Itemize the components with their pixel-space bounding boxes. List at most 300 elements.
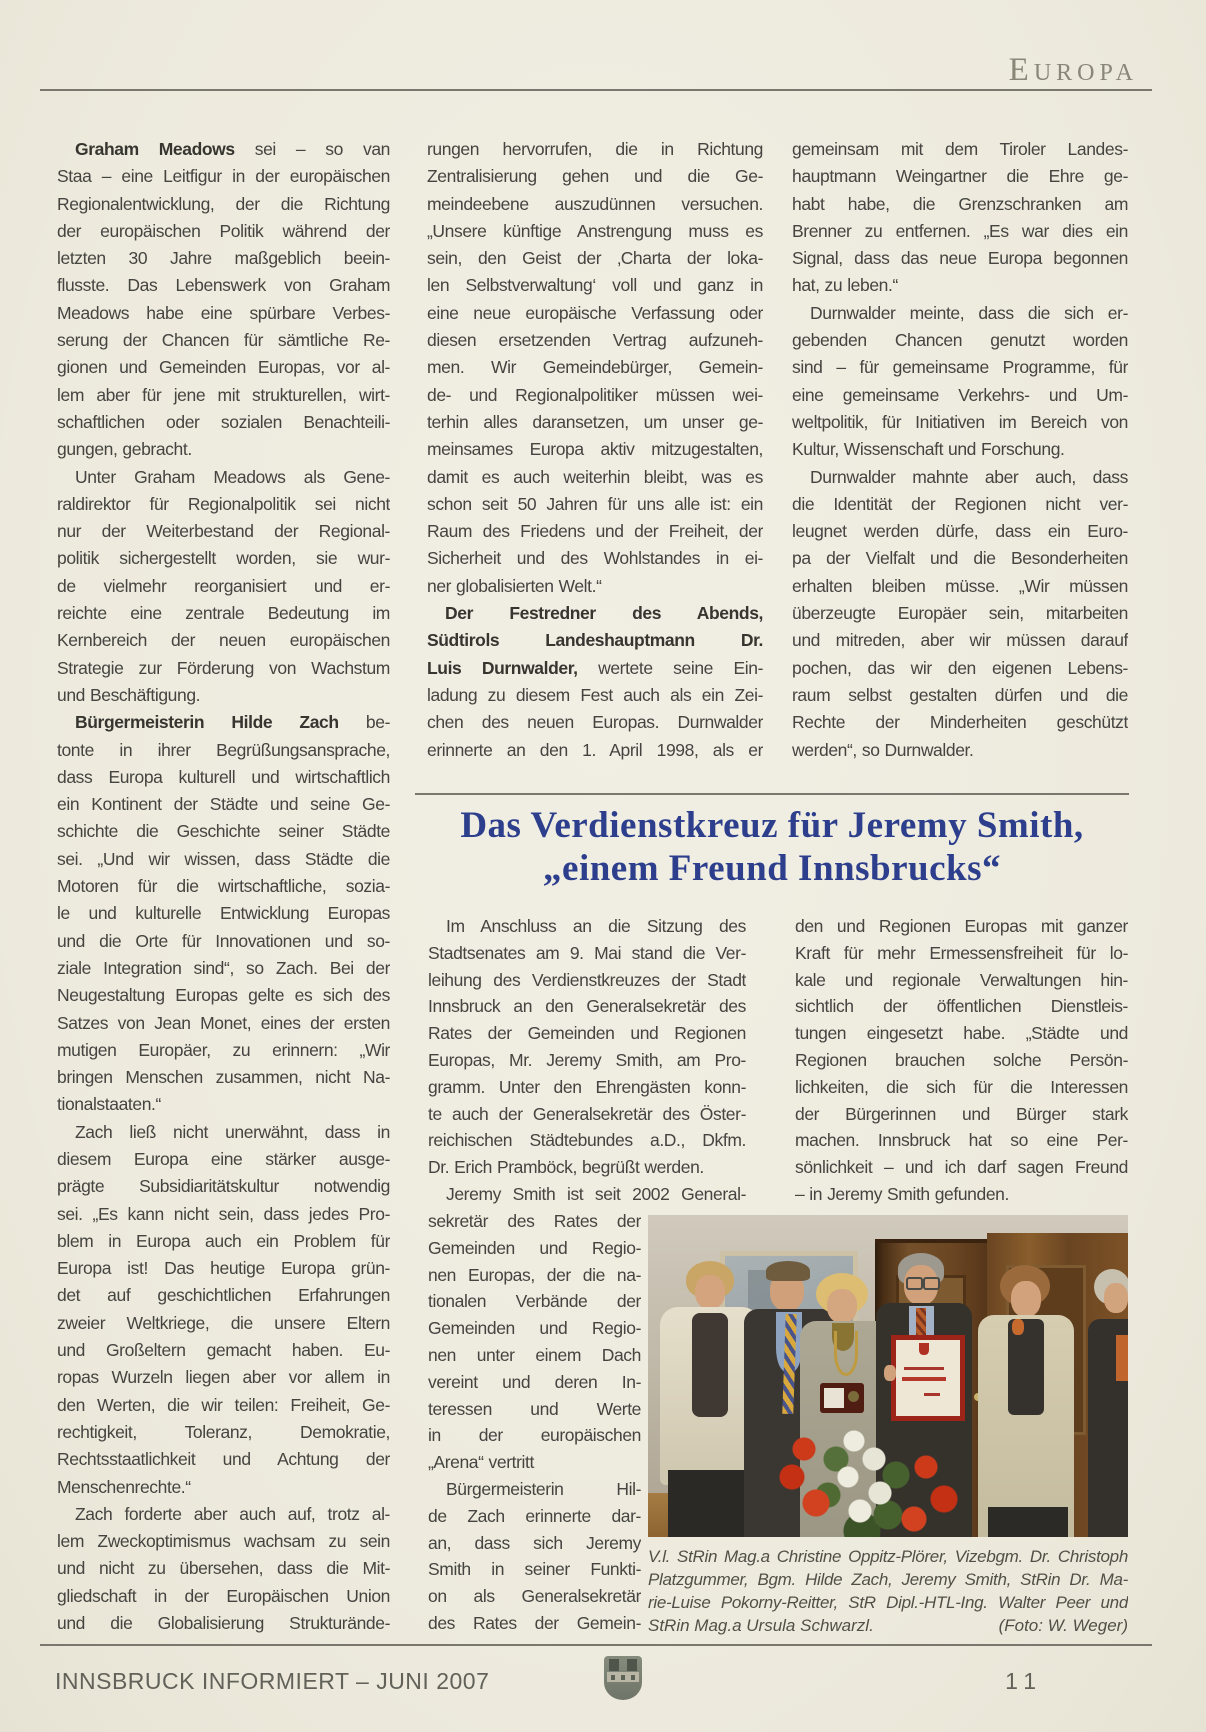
text-line (648, 1568, 1128, 1591)
text-segment: rungen hervorrufen, die in Richtung (427, 139, 763, 159)
text-line (428, 1154, 746, 1181)
text-segment: de Zach erinnerte dar- (428, 1505, 641, 1526)
text-segment: Raum des Friedens und der Freiheit, der (427, 521, 763, 542)
text-segment: habt habe, die Grenzschranken am (792, 193, 1128, 214)
text-line (57, 709, 390, 736)
text-segment: lem aber für jene mit strukturellen, wirt- (57, 384, 390, 405)
text-segment: zweier Weltkriege, die unsere Eltern (57, 1312, 390, 1333)
text-line (795, 913, 1128, 940)
text-line (427, 409, 763, 436)
text-line (795, 940, 1128, 967)
text-line (792, 682, 1128, 709)
text-line (792, 163, 1128, 190)
text-segment: Gemeinden und Regio- (428, 1237, 641, 1258)
text-line (428, 967, 746, 994)
innsbruck-crest-icon (604, 1656, 642, 1700)
text-segment: sind – für gemeinsame Programme, für (792, 357, 1128, 378)
text-line (428, 1610, 641, 1637)
text-segment: ner globalisierten Welt.“ (427, 575, 602, 596)
text-line (57, 464, 390, 491)
photo-person-3-chain-of-office (834, 1331, 858, 1376)
text-segment: hat, zu leben.“ (792, 275, 898, 296)
text-line (792, 655, 1128, 682)
text-segment: de vielmehr reorganisiert und er- (57, 575, 390, 596)
text-segment: Rechtsstaatlichkeit und Achtung der (57, 1449, 390, 1470)
text-segment: diesen ersetzenden Vertrag aufzuneh- (427, 330, 763, 351)
text-segment: eine gemeinsame Verkehrs- und Um- (792, 384, 1128, 405)
photo-person-3-face (827, 1289, 857, 1323)
text-segment: sichtlich der öffentlichen Dienstleis- (795, 996, 1128, 1017)
text-line (792, 545, 1128, 572)
photo-certificate-text-line-3 (924, 1393, 940, 1396)
text-line (795, 1020, 1128, 1047)
text-segment: Sicherheit und des Wohlstandes in ei- (427, 548, 763, 569)
text-segment: Gemeinden und Regio- (428, 1318, 641, 1339)
text-line (428, 1583, 641, 1610)
text-line (57, 982, 390, 1009)
photo-medal (848, 1391, 859, 1402)
text-line (428, 1556, 641, 1583)
text-segment: Brenner zu entfernen. „Es war dies ein (792, 220, 1128, 241)
text-line (57, 1255, 390, 1282)
text-line (427, 491, 763, 518)
text-line (57, 1501, 390, 1528)
crest-bridge-arch-2 (621, 1675, 625, 1680)
text-line (792, 436, 1128, 463)
text-line (792, 518, 1128, 545)
text-segment: prägte Subsidiaritätskultur notwendig (57, 1176, 390, 1197)
text-line (57, 1201, 390, 1228)
photo-person-5-face (1011, 1281, 1041, 1317)
text-line (428, 1208, 641, 1235)
text-line (792, 354, 1128, 381)
text-line (427, 464, 763, 491)
bold-text-segment: Bürgermeisterin Hilde Zach (75, 712, 339, 733)
headline-line-2: „einem Freund Innsbrucks“ (543, 848, 1001, 889)
text-segment: rechtigkeit, Toleranz, Demokratie, (57, 1421, 390, 1442)
text-segment: eine neue europäische Verfassung oder (427, 302, 763, 323)
text-segment: „Arena“ vertritt (428, 1452, 534, 1473)
text-line (792, 627, 1128, 654)
photo-caption (648, 1545, 1128, 1637)
text-line (57, 436, 390, 463)
text-segment: Signal, dass das neue Europa begonnen (792, 248, 1128, 269)
text-segment: sekretär des Rates der (428, 1211, 641, 1231)
text-segment: lem Zweckoptimismus wachsam zu sein (57, 1531, 390, 1552)
text-line (57, 245, 390, 272)
footer-rule (40, 1644, 1152, 1646)
text-segment: Neugestaltung Europas gelte es sich des (57, 985, 390, 1006)
text-line (795, 1047, 1128, 1074)
text-segment: der europäischen Politik während der (57, 220, 390, 241)
text-segment: meindeebene auszudünnen versuchen. (427, 193, 763, 214)
text-line (792, 600, 1128, 627)
text-segment: Motoren für die wirtschaftliche, sozia- (57, 876, 390, 897)
photo-person-1-face (695, 1275, 725, 1309)
text-line (57, 873, 390, 900)
text-line (428, 1047, 746, 1074)
text-segment: Zach ließ nicht unerwähnt, dass in (75, 1121, 390, 1142)
text-segment: gungen, gebracht. (57, 439, 192, 460)
text-line (57, 1555, 390, 1582)
text-line (57, 818, 390, 845)
text-line (57, 1337, 390, 1364)
text-segment: an, dass sich Jeremy (428, 1532, 641, 1553)
text-segment: Menschenrechte.“ (57, 1476, 191, 1497)
text-segment: flusste. Das Lebenswerk von Graham (57, 275, 390, 296)
text-line (428, 913, 746, 940)
article-europa-column-1 (57, 136, 390, 1637)
text-line (57, 573, 390, 600)
text-line (648, 1545, 1128, 1568)
text-segment: Zach forderte aber auch auf, trotz al- (75, 1503, 390, 1524)
text-line (57, 1310, 390, 1337)
text-segment: und Beschäftigung. (57, 684, 201, 705)
text-segment: V.l. StRin Mag.a Christine Oppitz-Plörer, Vizebgm. Dr. Christoph (648, 1547, 1128, 1566)
magazine-title: INNSBRUCK INFORMIERT – JUNI 2007 (55, 1668, 490, 1694)
article-europa-column-2 (427, 136, 763, 764)
text-segment: Europa ist! Das heutige Europa grün- (57, 1258, 390, 1279)
text-segment: Innsbruck an den Generalsekretär des (428, 996, 746, 1017)
text-segment: Bürgermeisterin Hil- (446, 1478, 641, 1499)
text-segment: sei. „Es kann nicht sein, dass jedes Pro- (57, 1203, 390, 1224)
text-line (427, 245, 763, 272)
text-segment: Platzgummer, Bgm. Hilde Zach, Jeremy Smith, StRin Dr. Ma- (648, 1570, 1128, 1589)
text-line (57, 327, 390, 354)
text-segment: Regionen brauchen solche Persön- (795, 1049, 1128, 1070)
text-line (57, 900, 390, 927)
text-line (57, 1010, 390, 1037)
text-segment: Regionalentwicklung, der die Richtung (57, 193, 390, 214)
text-line (427, 300, 763, 327)
photo-person-6-face (1104, 1283, 1128, 1313)
text-segment: Jeremy Smith ist seit 2002 General- (446, 1183, 746, 1204)
award-ceremony-photo (648, 1215, 1128, 1537)
text-segment: erinnerte an den 1. April 1998, als er (427, 739, 763, 760)
text-line (57, 191, 390, 218)
text-segment: sei. „Und wir wissen, dass Städte die (57, 848, 390, 869)
text-segment: damit es auch weiterhin bleibt, was es (427, 466, 763, 487)
section-label: EUROPA (1008, 52, 1138, 88)
headline-rule (415, 793, 1129, 795)
headline-line-1: Das Verdienstkreuz für Jeremy Smith, (460, 805, 1084, 846)
text-segment: gramm. Unter den Ehrengästen konn- (428, 1076, 746, 1097)
text-segment: Durnwalder meinte, dass die sich er- (810, 302, 1128, 323)
text-segment: sein, den Geist der ‚Charta der loka- (427, 248, 763, 269)
bold-text-segment: Südtirols Landeshauptmann Dr. (427, 630, 763, 651)
text-line (57, 1392, 390, 1419)
text-segment: schaftlichen oder sozialen Benachteili- (57, 411, 390, 432)
text-line (427, 627, 763, 654)
text-segment: Durnwalder mahnte aber auch, dass (810, 466, 1128, 487)
text-line (792, 136, 1128, 163)
text-segment: nur der Weiterbestand der Regional- (57, 521, 390, 542)
text-line (428, 1181, 746, 1208)
text-segment: Meadows habe eine spürbare Verbes- (57, 302, 390, 323)
text-segment: gemeinsam mit dem Tiroler Landes- (792, 139, 1128, 159)
text-line (428, 1315, 641, 1342)
text-segment: überzeugte Europäer sein, mitarbeiten (792, 603, 1128, 624)
text-line (795, 1154, 1128, 1181)
text-segment: le und kulturelle Entwicklung Europas (57, 903, 390, 924)
text-segment: serung der Chancen für sämtliche Re- (57, 330, 390, 351)
text-segment: meinsames Europa aktiv mitzugestalten, (427, 439, 763, 460)
text-line (792, 191, 1128, 218)
text-segment: on als Generalsekretär (428, 1586, 641, 1607)
text-line (427, 573, 763, 600)
text-segment: ziale Integration sind“, so Zach. Bei der (57, 957, 390, 978)
text-line (428, 1020, 746, 1047)
text-line (57, 682, 390, 709)
text-line (792, 272, 1128, 299)
text-line (57, 1064, 390, 1091)
text-segment: reichischen Städtebundes a.D., Dkfm. (428, 1130, 746, 1151)
text-segment: mutigen Europäer, zu erinnern: „Wir (57, 1039, 390, 1060)
crest-bridge-arch-3 (631, 1675, 635, 1680)
text-segment: len Selbstverwaltung‘ voll und ganz in (427, 275, 763, 296)
text-line (795, 993, 1128, 1020)
text-line (792, 573, 1128, 600)
text-segment: reichte eine zentrale Bedeutung im (57, 603, 390, 624)
text-line (792, 327, 1128, 354)
photo-person-2-hair (766, 1261, 810, 1281)
text-segment: leugnet werden dürfe, dass ein Euro- (792, 521, 1128, 542)
crest-tower-right (627, 1659, 637, 1671)
text-line (427, 709, 763, 736)
text-segment: Kultur, Wissenschaft und Forschung. (792, 439, 1065, 460)
text-line (792, 382, 1128, 409)
text-line (57, 1446, 390, 1473)
text-line (792, 245, 1128, 272)
text-line (428, 1235, 641, 1262)
bold-text-segment: Graham Meadows (75, 139, 235, 159)
text-segment: werden“, so Durnwalder. (792, 739, 974, 760)
text-line (57, 1173, 390, 1200)
text-line (427, 163, 763, 190)
text-line (795, 1127, 1128, 1154)
text-line (428, 993, 746, 1020)
text-segment: gliedschaft in der Europäischen Union (57, 1585, 390, 1606)
article-smith-column-a (428, 913, 746, 1208)
text-line (428, 1262, 641, 1289)
text-line (57, 354, 390, 381)
text-segment: raum selbst gestalten dürfen und die (792, 684, 1128, 705)
article-europa-column-3 (792, 136, 1128, 764)
text-segment: be- (338, 712, 390, 733)
text-segment: erhalten bleiben müsse. „Wir müssen (792, 575, 1128, 596)
text-line (57, 300, 390, 327)
caption-photo-credit: (Foto: W. Weger) (998, 1616, 1128, 1635)
text-line (428, 1101, 746, 1128)
text-line (428, 1476, 641, 1503)
text-segment: schichte die Geschichte seiner Städte (57, 821, 390, 842)
text-line (57, 382, 390, 409)
text-line (428, 1449, 641, 1476)
text-segment: den Werten, die wir teilen: Freiheit, Ge- (57, 1394, 390, 1415)
text-line (427, 136, 763, 163)
text-segment: und nicht zu übersehen, dass die Mit- (57, 1558, 390, 1579)
text-line (427, 354, 763, 381)
text-line (427, 327, 763, 354)
text-segment: Im Anschluss an die Sitzung des (446, 916, 746, 936)
text-segment: tionalstaaten.“ (57, 1094, 161, 1115)
text-line (57, 1091, 390, 1118)
text-segment: ladung zu diesem Fest auch als ein Zei- (427, 684, 763, 705)
text-line (57, 764, 390, 791)
text-line (428, 940, 746, 967)
photo-person-1-skirt (668, 1470, 754, 1537)
bold-text-segment: Luis Durnwalder, (427, 657, 578, 678)
photo-flower-bouquet (776, 1415, 966, 1537)
text-line (57, 1146, 390, 1173)
text-line (57, 737, 390, 764)
text-line (427, 436, 763, 463)
text-line (57, 218, 390, 245)
text-line (57, 518, 390, 545)
text-segment: Stadtsenates am 9. Mai stand die Ver- (428, 942, 746, 963)
text-segment: chen des neuen Europas. Durnwalder (427, 712, 763, 733)
text-segment: Smith in seiner Funkti- (428, 1559, 641, 1580)
text-segment: und die Globalisierung Strukturände- (57, 1613, 390, 1634)
text-segment: Kernbereich der neuen europäischen (57, 630, 390, 651)
article-smith-column-a-narrow (428, 1208, 641, 1637)
text-segment: ein Kontinent der Städte und seine Ge- (57, 794, 390, 815)
text-segment: lichkeiten, die sich für die Interessen (795, 1076, 1128, 1097)
text-line (428, 1503, 641, 1530)
text-segment: und Großeltern gemacht haben. Eu- (57, 1340, 390, 1361)
photo-person-1-top (692, 1313, 728, 1417)
text-line (57, 791, 390, 818)
page-number: 11 (1005, 1668, 1043, 1694)
article-headline (415, 804, 1129, 890)
text-line (57, 545, 390, 572)
text-segment: politik sichergestellt worden, sie wur- (57, 548, 390, 569)
text-segment: pa der Vielfalt und die Besonderheiten (792, 548, 1128, 569)
text-line (427, 545, 763, 572)
text-line (428, 1127, 746, 1154)
text-line (57, 846, 390, 873)
text-segment: schon seit 50 Jahren für uns alle ist: ein (427, 493, 763, 514)
text-segment: sönlichkeit – und ich darf sagen Freund (795, 1157, 1128, 1178)
text-segment: raldirektor für Regionalpolitik sei nicht (57, 493, 390, 514)
text-line (795, 1101, 1128, 1128)
text-line (795, 1181, 1128, 1208)
bold-text-segment: Der Festredner des Abends, (445, 603, 763, 624)
text-line (428, 1422, 641, 1449)
article-smith-column-b (795, 913, 1128, 1208)
header-rule (40, 89, 1152, 91)
text-segment: Kraft für mehr Ermessensfreiheit für lo- (795, 942, 1128, 963)
text-line (57, 1037, 390, 1064)
text-segment: vereint und deren In- (428, 1371, 641, 1392)
text-line (57, 1282, 390, 1309)
text-line (428, 1530, 641, 1557)
text-line (792, 737, 1128, 764)
photo-person-7-scarf (1116, 1335, 1128, 1381)
text-segment: teressen und Werte (428, 1398, 641, 1419)
text-line (57, 600, 390, 627)
text-segment: rie-Luise Pokorny-Reitter, StR Dipl.-HTL-Ing. Walter Peer und (648, 1593, 1128, 1612)
text-line (57, 1119, 390, 1146)
text-segment: Unter Graham Meadows als Gene- (75, 466, 390, 487)
text-segment: gionen und Gemeinden Europas, vor al- (57, 357, 390, 378)
text-segment: des Rates der Gemein- (428, 1612, 641, 1633)
text-segment: Europas, Mr. Jeremy Smith, am Pro- (428, 1049, 746, 1070)
text-line (792, 464, 1128, 491)
text-line (428, 1074, 746, 1101)
text-line (792, 709, 1128, 736)
text-segment: Strategie zur Förderung von Wachstum (57, 657, 390, 678)
text-line (57, 627, 390, 654)
text-line (792, 300, 1128, 327)
text-segment: bringen Menschen zusammen, nicht Na- (57, 1067, 390, 1088)
text-segment: sei – so van (234, 139, 390, 159)
text-segment: der Bürgerinnen und Bürger stark (795, 1103, 1128, 1124)
photo-certificate-crest (919, 1343, 929, 1355)
text-segment: Rechte der Minderheiten geschützt (792, 712, 1128, 733)
text-line (57, 1528, 390, 1555)
text-segment: Dr. Erich Pramböck, begrüßt werden. (428, 1157, 704, 1178)
text-line (427, 218, 763, 245)
text-segment: det auf geschichtlichen Erfahrungen (57, 1285, 390, 1306)
text-segment: hauptmann Weingartner die Ehre ge- (792, 166, 1128, 187)
text-line (57, 1474, 390, 1501)
text-segment: machen. Innsbruck hat so eine Per- (795, 1130, 1128, 1151)
text-segment: men. Wir Gemeindebürger, Gemein- (427, 357, 763, 378)
text-segment: kale und regionale Verwaltungen hin- (795, 969, 1128, 990)
text-line (795, 967, 1128, 994)
text-segment: nen unter einem Dach (428, 1344, 641, 1365)
text-segment: weltpolitik, für Initiativen im Bereich von (792, 411, 1128, 432)
text-line (57, 409, 390, 436)
text-line (427, 655, 763, 682)
text-line (428, 1396, 641, 1423)
text-segment: Zentralisierung gehen und die Ge- (427, 166, 763, 187)
text-line (648, 1591, 1128, 1614)
text-segment: die Identität der Regionen nicht ver- (792, 493, 1128, 514)
photo-certificate-text-line-1 (904, 1367, 944, 1370)
text-line (57, 136, 390, 163)
text-segment: blem in Europa auch ein Problem für (57, 1230, 390, 1251)
text-segment: und mitreden, aber wir müssen darauf (792, 630, 1128, 651)
text-segment: gebenden Chancen genutzt worden (792, 330, 1128, 351)
text-segment: „Unsere künftige Anstrengung muss es (427, 220, 763, 241)
crest-bridge-arch-1 (611, 1675, 615, 1680)
text-segment: diesem Europa eine stärker ausge- (57, 1148, 390, 1169)
text-segment: tionalen Verbände der (428, 1291, 641, 1312)
text-line (792, 409, 1128, 436)
text-segment: pochen, das wir den eigenen Lebens- (792, 657, 1128, 678)
photo-medal-card (824, 1388, 844, 1408)
text-segment: Rates der Gemeinden und Regionen (428, 1023, 746, 1044)
text-line (57, 1583, 390, 1610)
crest-tower-left (609, 1659, 619, 1671)
text-line (57, 1610, 390, 1637)
text-line (57, 1364, 390, 1391)
text-line (427, 191, 763, 218)
text-line (427, 518, 763, 545)
text-line (57, 1228, 390, 1255)
text-segment: wertete seine Ein- (577, 657, 763, 678)
text-segment: in der europäischen (428, 1425, 641, 1446)
photo-person-5-scarf (1012, 1319, 1024, 1335)
text-segment: leihung des Verdienstkreuzes der Stadt (428, 969, 746, 990)
text-line (57, 655, 390, 682)
text-segment: de- und Regionalpolitiker müssen wei- (427, 384, 763, 405)
text-segment: ropas Wurzeln liegen aber vor allem in (57, 1367, 390, 1388)
text-line (57, 955, 390, 982)
text-line (427, 737, 763, 764)
